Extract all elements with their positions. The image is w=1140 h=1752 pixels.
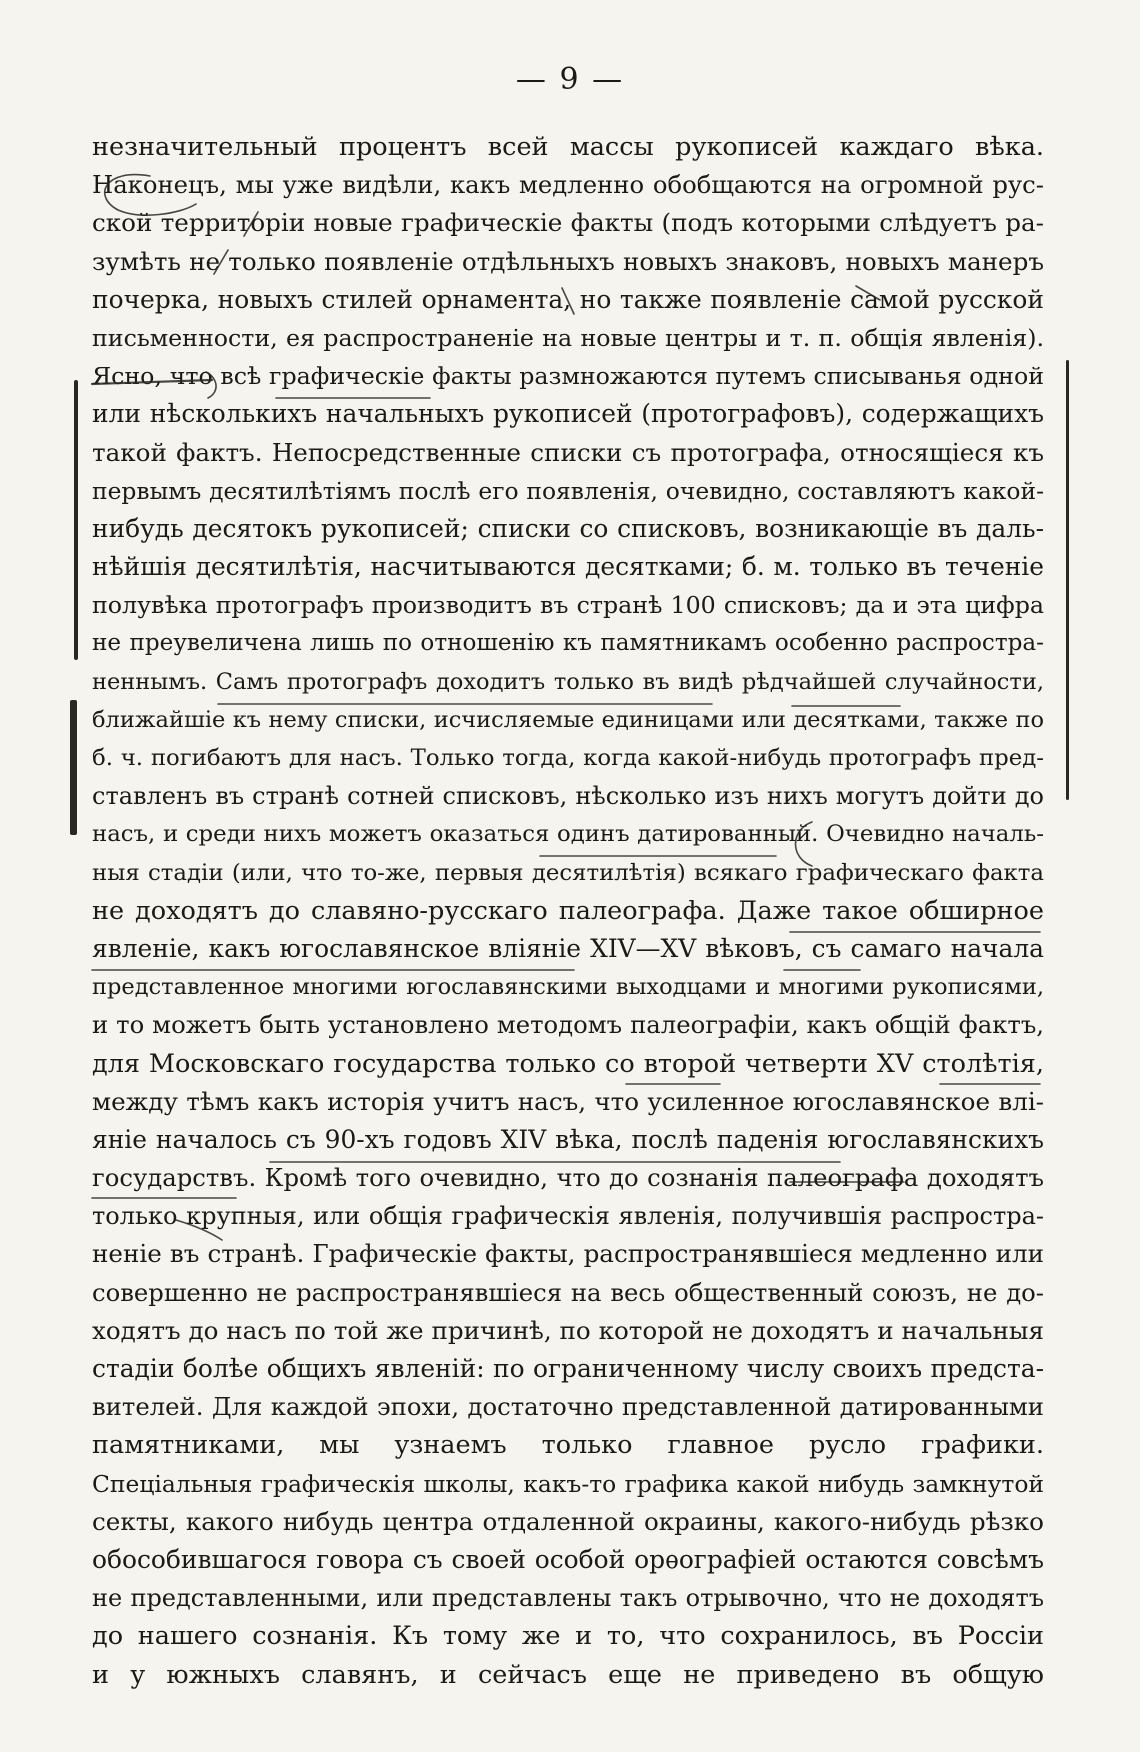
- margin-line-left-upper: [74, 380, 78, 660]
- body-line: ныя стадіи (или, что то-же, первыя десятилѣтія) всякаго графическаго факта: [92, 859, 1044, 886]
- body-line: представленное многими югославянскими выходцами и многими рукописями,: [92, 974, 1044, 1001]
- page-number: — 9 —: [515, 62, 625, 97]
- body-line: Ясно, что всѣ графическіе факты размножаются путемъ списыванья одной: [92, 362, 1044, 391]
- body-line: не преувеличена лишь по отношенію къ памятникамъ особенно распростра-: [92, 630, 1044, 657]
- body-line: неннымъ. Самъ протографъ доходитъ только въ видѣ рѣдчайшей случайности,: [92, 668, 1044, 695]
- body-line: зумѣть не только появленіе отдѣльныхъ новыхъ знаковъ, новыхъ манеръ: [92, 246, 1044, 276]
- body-line: письменности, ея распространеніе на новые центры и т. п. общія явленія).: [92, 323, 1044, 352]
- margin-line-left-lower: [70, 700, 77, 835]
- body-line: ставленъ въ странѣ сотней списковъ, нѣсколько изъ нихъ могутъ дойти до: [92, 782, 1044, 811]
- body-line: б. ч. погибаютъ для насъ. Только тогда, когда какой-нибудь протографъ пред-: [92, 745, 1044, 771]
- body-line: почерка, новыхъ стилей орнамента, но также появленіе самой русской: [92, 284, 1044, 314]
- body-line: ходятъ до насъ по той же причинѣ, по которой не доходятъ и начальныя: [92, 1315, 1044, 1345]
- body-line: между тѣмъ какъ исторія учитъ насъ, что усиленное югославянское влі-: [92, 1086, 1044, 1116]
- body-line: Спеціальныя графическія школы, какъ-то графика какой нибудь замкнутой: [92, 1469, 1044, 1498]
- body-line: незначительный процентъ всей массы рукописей каждаго вѣка.: [92, 132, 1044, 162]
- body-line: нибудь десятокъ рукописей; списки со списковъ, возникающіе въ даль-: [92, 513, 1044, 543]
- body-line: секты, какого нибудь центра отдаленной окраины, какого-нибудь рѣзко: [92, 1506, 1044, 1536]
- body-line: стадіи болѣе общихъ явленій: по ограниченному числу своихъ предста-: [92, 1354, 1044, 1383]
- body-line: памятниками, мы узнаемъ только главное русло графики.: [92, 1430, 1044, 1461]
- body-line: вителей. Для каждой эпохи, достаточно представленной датированными: [92, 1392, 1044, 1422]
- body-line: и то можетъ быть установлено методомъ палеографіи, какъ общій фактъ,: [92, 1010, 1044, 1040]
- body-line: до нашего сознанія. Къ тому же и то, что сохранилось, въ Россіи: [92, 1621, 1044, 1652]
- body-line: обособившагося говора съ своей особой орѳографіей остаются совсѣмъ: [92, 1544, 1044, 1574]
- body-line: неніе въ странѣ. Графическіе факты, распространявшіеся медленно или: [92, 1239, 1044, 1269]
- body-line: яніе началось съ 90-хъ годовъ XIV вѣка, послѣ паденія югославянскихъ: [92, 1124, 1044, 1154]
- body-line: ближайшіе къ нему списки, исчисляемые единицами или десятками, также по: [92, 706, 1044, 733]
- body-line: для Московскаго государства только со второй четверти XV столѣтія,: [92, 1048, 1044, 1079]
- body-line: первымъ десятилѣтіямъ послѣ его появленія, очевидно, составляютъ какой-: [92, 476, 1044, 505]
- body-line: не доходятъ до славяно-русскаго палеографа. Даже такое обширное: [92, 895, 1044, 926]
- body-line: государствъ. Кромѣ того очевидно, что до сознанія палеографа доходятъ: [92, 1163, 1044, 1193]
- body-line: и у южныхъ славянъ, и сейчасъ еще не приведено въ общую: [92, 1659, 1044, 1690]
- body-line: или нѣсколькихъ начальныхъ рукописей (протографовъ), содержащихъ: [92, 399, 1044, 429]
- body-line: полувѣка протографъ производитъ въ странѣ 100 списковъ; да и эта цифра: [92, 591, 1044, 620]
- body-line: нѣйшія десятилѣтія, насчитываются десятками; б. м. только въ теченіе: [92, 552, 1044, 582]
- body-line: только крупныя, или общія графическія явленія, получившія распростра-: [92, 1202, 1044, 1231]
- body-line: явленіе, какъ югославянское вліяніе XIV—XV вѣковъ, съ самаго начала: [92, 933, 1044, 963]
- body-line: такой фактъ. Непосредственные списки съ протографа, относящіеся къ: [92, 437, 1044, 467]
- margin-line-right: [1066, 360, 1069, 800]
- body-text: [92, 128, 1044, 1694]
- body-line: насъ, и среди нихъ можетъ оказаться одинъ датированный. Очевидно началь-: [92, 821, 1044, 848]
- body-line: Наконецъ, мы уже видѣли, какъ медленно обобщаются на огромной рус-: [92, 170, 1044, 200]
- body-line: не представленными, или представлены такъ отрывочно, что не доходятъ: [92, 1584, 1044, 1613]
- body-line: ской территоріи новые графическіе факты (подъ которыми слѣдуетъ ра-: [92, 208, 1044, 238]
- body-line: совершенно не распространявшіеся на весь общественный союзъ, не до-: [92, 1277, 1044, 1307]
